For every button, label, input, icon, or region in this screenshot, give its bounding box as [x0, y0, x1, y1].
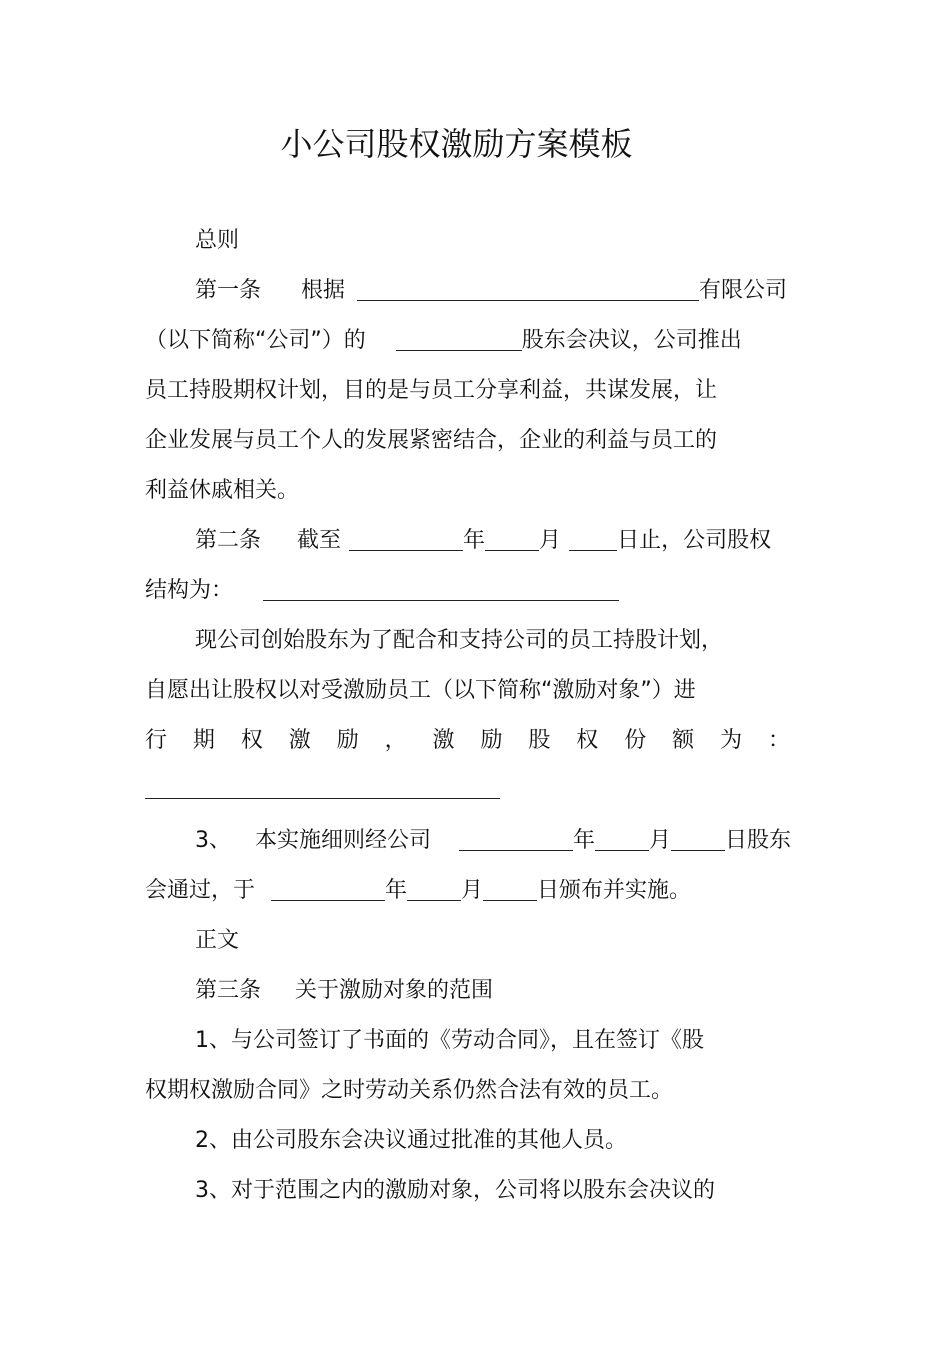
article-3-item-2: 2、由公司股东会决议通过批准的其他人员。 — [195, 1128, 627, 1153]
justified-char: 励 — [336, 728, 359, 753]
document-title: 小公司股权激励方案模板 — [280, 125, 633, 163]
fill-blank-share-amount[interactable] — [145, 798, 500, 799]
fill-blank-company-name[interactable] — [357, 276, 699, 301]
justified-char: 期 — [192, 728, 215, 753]
justified-char: ， — [384, 728, 407, 753]
article-1-text: 有限公司 — [699, 278, 788, 303]
fill-blank-day[interactable] — [483, 876, 537, 901]
item-3-text: 月 — [649, 828, 672, 853]
item-3-line-2 — [145, 876, 691, 906]
founders-line-1: 现公司创始股东为了配合和支持公司的员工持股计划， — [195, 628, 724, 653]
item-3-text: 会通过，于 — [145, 878, 256, 903]
article-1-text: 根据 — [301, 278, 346, 303]
item-3-text: 日股东 — [725, 828, 792, 853]
article-3-label: 第三条 — [195, 978, 262, 1003]
fill-blank-day[interactable] — [569, 526, 617, 551]
justified-char: 行 — [145, 728, 168, 753]
justified-char: 励 — [480, 728, 503, 753]
article-1-line-3: 员工持股期权计划，目的是与员工分享利益，共谋发展，让 — [145, 378, 718, 403]
article-3-item-3: 3、对于范围之内的激励对象，公司将以股东会决议的 — [195, 1178, 715, 1203]
fill-blank-day[interactable] — [671, 826, 725, 851]
article-1-line-4: 企业发展与员工个人的发展紧密结合，企业的利益与员工的 — [145, 428, 718, 453]
article-3-text: 关于激励对象的范围 — [295, 978, 494, 1003]
justified-char: 权 — [576, 728, 599, 753]
item-3-text: 本实施细则经公司 — [255, 828, 432, 853]
justified-char: 激 — [432, 728, 455, 753]
justified-char: ： — [767, 728, 790, 753]
justified-char: 股 — [528, 728, 551, 753]
justified-char: 份 — [624, 728, 647, 753]
article-1-line-5: 利益休戚相关。 — [145, 478, 300, 503]
item-3-text: 日颁布并实施。 — [537, 878, 692, 903]
fill-blank-month[interactable] — [407, 876, 461, 901]
founders-line-2: 自愿出让股权以对受激励员工（以下简称“激励对象”）进 — [145, 678, 696, 703]
article-1-text: 股东会决议，公司推出 — [521, 328, 742, 353]
item-3-text: 年 — [385, 878, 408, 903]
article-2-line-2 — [145, 576, 619, 606]
article-2-line-1 — [195, 526, 771, 556]
section-heading-general: 总则 — [195, 228, 240, 253]
article-2-text: 结构为： — [145, 578, 234, 603]
article-2-text: 年 — [463, 528, 486, 553]
fill-blank-year[interactable] — [459, 826, 573, 851]
article-3-item-1-line-2: 权期权激励合同》之时劳动关系仍然合法有效的员工。 — [145, 1078, 674, 1103]
article-2-text: 日止，公司股权 — [617, 528, 772, 553]
article-2-label: 第二条 — [195, 528, 262, 553]
fill-blank-resolution[interactable] — [396, 326, 522, 351]
justified-char: 额 — [672, 728, 695, 753]
justified-char: 权 — [240, 728, 263, 753]
fill-blank-month[interactable] — [595, 826, 649, 851]
item-3-line-1 — [195, 826, 791, 856]
fill-blank-month[interactable] — [485, 526, 539, 551]
fill-blank-equity-structure[interactable] — [263, 576, 619, 601]
item-3-text: 月 — [461, 878, 484, 903]
article-2-text: 月 — [539, 528, 562, 553]
article-3-line-1 — [195, 976, 493, 1006]
article-1-line-2 — [145, 326, 742, 356]
fill-blank-year[interactable] — [349, 526, 463, 551]
justified-char: 为 — [720, 728, 743, 753]
item-3-text: 年 — [573, 828, 596, 853]
article-1-line-1 — [195, 276, 787, 306]
justified-char: 激 — [288, 728, 311, 753]
article-2-text: 截至 — [297, 528, 342, 553]
section-heading-body: 正文 — [195, 928, 240, 953]
founders-line-3 — [145, 726, 790, 756]
article-1-label: 第一条 — [195, 278, 262, 303]
article-1-text: （以下简称“公司”）的 — [145, 328, 366, 353]
fill-blank-year[interactable] — [271, 876, 385, 901]
article-3-item-1-line-1: 1、与公司签订了书面的《劳动合同》，且在签订《股 — [195, 1028, 704, 1053]
item-3-number: 3、 — [195, 828, 231, 853]
